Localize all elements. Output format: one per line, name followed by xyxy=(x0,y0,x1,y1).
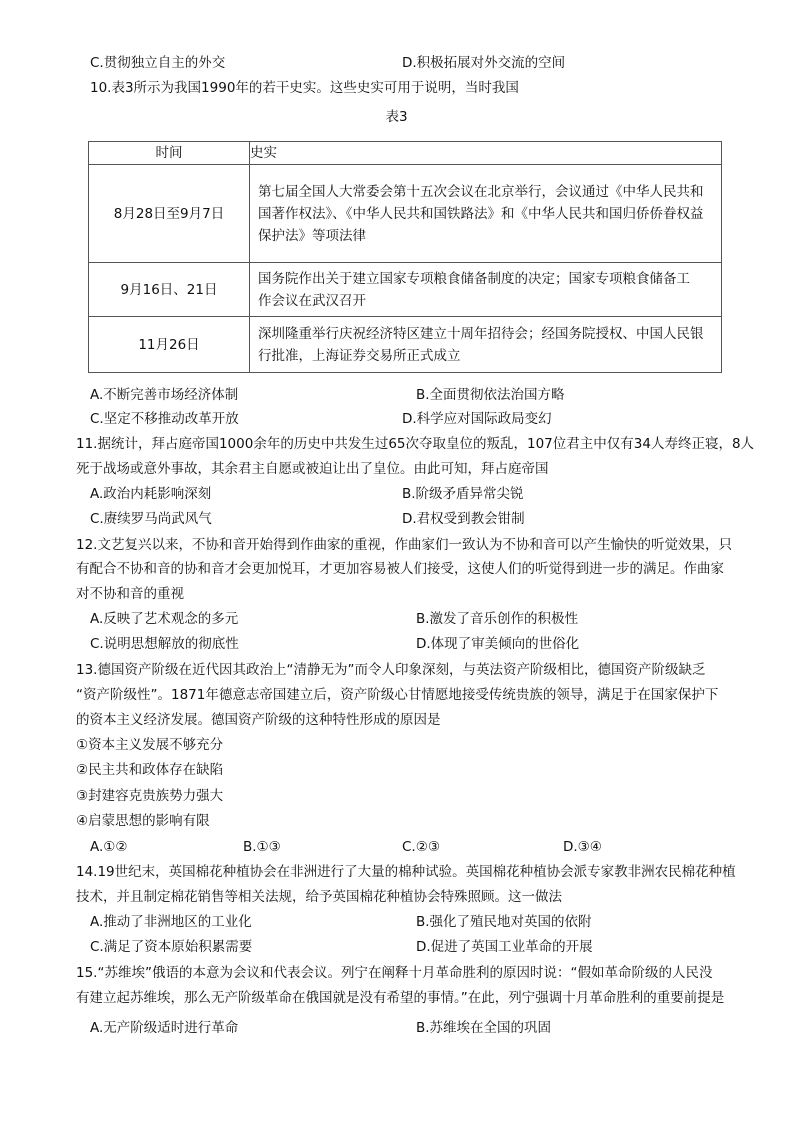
q10-option-b: B.全面贯彻依法治国方略 xyxy=(416,387,565,403)
row-time: 11月26日 xyxy=(89,317,250,373)
q11-stem-line: 死于战场或意外事故，其余君主自愿或被迫让出了皇位。由此可知，拜占庭帝国 xyxy=(76,461,549,477)
q11-option-c: C.赓续罗马尚武风气 xyxy=(90,511,212,527)
q12-stem-line: 有配合不协和音的协和音才会更加悦耳，才更加容易被人们接受，这使人们的听觉得到进一步的满足。作曲家 xyxy=(76,561,724,577)
q11-stem-line: 11.据统计，拜占庭帝国1000余年的历史中共发生过65次夺取皇位的叛乱，107位君主中仅有34人寿终正寝，8人 xyxy=(76,436,755,452)
table-header-row xyxy=(89,142,722,165)
q14-option-c: C.满足了资本原始积累需要 xyxy=(90,939,253,955)
q12-option-c: C.说明思想解放的彻底性 xyxy=(90,636,239,652)
q10-option-c: C.坚定不移推动改革开放 xyxy=(90,411,239,427)
q15-option-a: A.无产阶级适时进行革命 xyxy=(90,1020,239,1036)
q9-option-c: C.贯彻独立自主的外交 xyxy=(90,55,226,71)
q15-stem-line: 15.“苏维埃”俄语的本意为会议和代表会议。列宁在阐释十月革命胜利的原因时说：“假如革命阶级的人民没 xyxy=(76,965,713,981)
q10-stem: 10.表3所示为我国1990年的若干史实。这些史实可用于说明，当时我国 xyxy=(90,80,519,96)
q13-item: ③封建容克贵族势力强大 xyxy=(76,788,224,804)
q13-item: ①资本主义发展不够充分 xyxy=(76,737,224,753)
table-row xyxy=(89,263,722,317)
row-fact xyxy=(250,317,722,373)
q12-option-b: B.激发了音乐创作的积极性 xyxy=(416,611,579,627)
row-time: 9月16日、21日 xyxy=(89,263,250,317)
q15-option-b: B.苏维埃在全国的巩固 xyxy=(416,1020,552,1036)
row-fact xyxy=(250,263,722,317)
q13-option-d: D.③④ xyxy=(563,839,602,855)
header-time: 时间 xyxy=(89,142,250,165)
q10-option-d: D.科学应对国际政局变幻 xyxy=(402,411,552,427)
q13-item: ④启蒙思想的影响有限 xyxy=(76,813,210,829)
q13-item: ②民主共和政体存在缺陷 xyxy=(76,762,224,778)
q13-stem-line: 13.德国资产阶级在近代因其政治上“清静无为”而令人印象深刻，与英法资产阶级相比，德国资产阶级缺乏 xyxy=(76,662,706,678)
q13-stem-line: “资产阶级性”。1871年德意志帝国建立后，资产阶级心甘情愿地接受传统贵族的领导，满足于在国家保护下 xyxy=(76,687,719,703)
q14-option-d: D.促进了英国工业革命的开展 xyxy=(416,939,593,955)
q13-stem-line: 的资本主义经济发展。德国资产阶级的这种特性形成的原因是 xyxy=(76,712,441,728)
q14-stem-line: 14.19世纪末，英国棉花种植协会在非洲进行了大量的棉种试验。英国棉花种植协会派专家教非洲农民棉花种植 xyxy=(76,864,736,880)
q11-option-b: B.阶级矛盾异常尖锐 xyxy=(402,486,524,502)
row-fact-line: 国务院作出关于建立国家专项粮食储备制度的决定；国家专项粮食储备工 xyxy=(258,270,690,287)
q12-option-a: A.反映了艺术观念的多元 xyxy=(90,611,239,627)
q11-option-a: A.政治内耗影响深刻 xyxy=(90,486,212,502)
q15-stem-line: 有建立起苏维埃，那么无产阶级革命在俄国就是没有希望的事情。”在此，列宁强调十月革命胜利的重要前提是 xyxy=(76,990,725,1006)
header-fact: 史实 xyxy=(250,142,722,165)
row-fact-line: 深圳隆重举行庆祝经济特区建立十周年招待会；经国务院授权、中国人民银 xyxy=(258,325,704,342)
q13-option-c: C.②③ xyxy=(402,839,440,855)
q12-stem-line: 12.文艺复兴以来，不协和音开始得到作曲家的重视，作曲家们一致认为不协和音可以产生愉快的听觉效果，只 xyxy=(76,537,732,553)
table-row xyxy=(89,165,722,263)
q14-option-b: B.强化了殖民地对英国的依附 xyxy=(416,914,592,930)
row-fact-line: 第七届全国人大常委会第十五次会议在北京举行，会议通过《中华人民共和 xyxy=(258,183,704,200)
q14-stem-line: 技术，并且制定棉花销售等相关法规，给予英国棉花种植协会特殊照顾。这一做法 xyxy=(76,889,562,905)
row-fact-line: 国著作权法》、《中华人民共和国铁路法》和《中华人民共和国归侨侨眷权益 xyxy=(258,205,704,222)
q11-option-d: D.君权受到教会钳制 xyxy=(402,511,525,527)
table-row xyxy=(89,317,722,373)
q13-option-a: A.①② xyxy=(90,839,128,855)
row-fact-line: 行批准，上海证券交易所正式成立 xyxy=(258,347,461,364)
table-caption: 表3 xyxy=(385,109,408,125)
q12-stem-line: 对不协和音的重视 xyxy=(76,586,184,602)
q14-option-a: A.推动了非洲地区的工业化 xyxy=(90,914,252,930)
row-time: 8月28日至9月7日 xyxy=(89,165,250,263)
row-fact xyxy=(250,165,722,263)
table-3 xyxy=(88,141,722,373)
q9-option-d: D.积极拓展对外交流的空间 xyxy=(402,55,566,71)
row-fact-line: 作会议在武汉召开 xyxy=(258,292,366,309)
row-fact-line: 保护法》等项法律 xyxy=(258,227,366,244)
q10-option-a: A.不断完善市场经济体制 xyxy=(90,387,239,403)
q12-option-d: D.体现了审美倾向的世俗化 xyxy=(416,636,580,652)
q13-option-b: B.①③ xyxy=(243,839,281,855)
